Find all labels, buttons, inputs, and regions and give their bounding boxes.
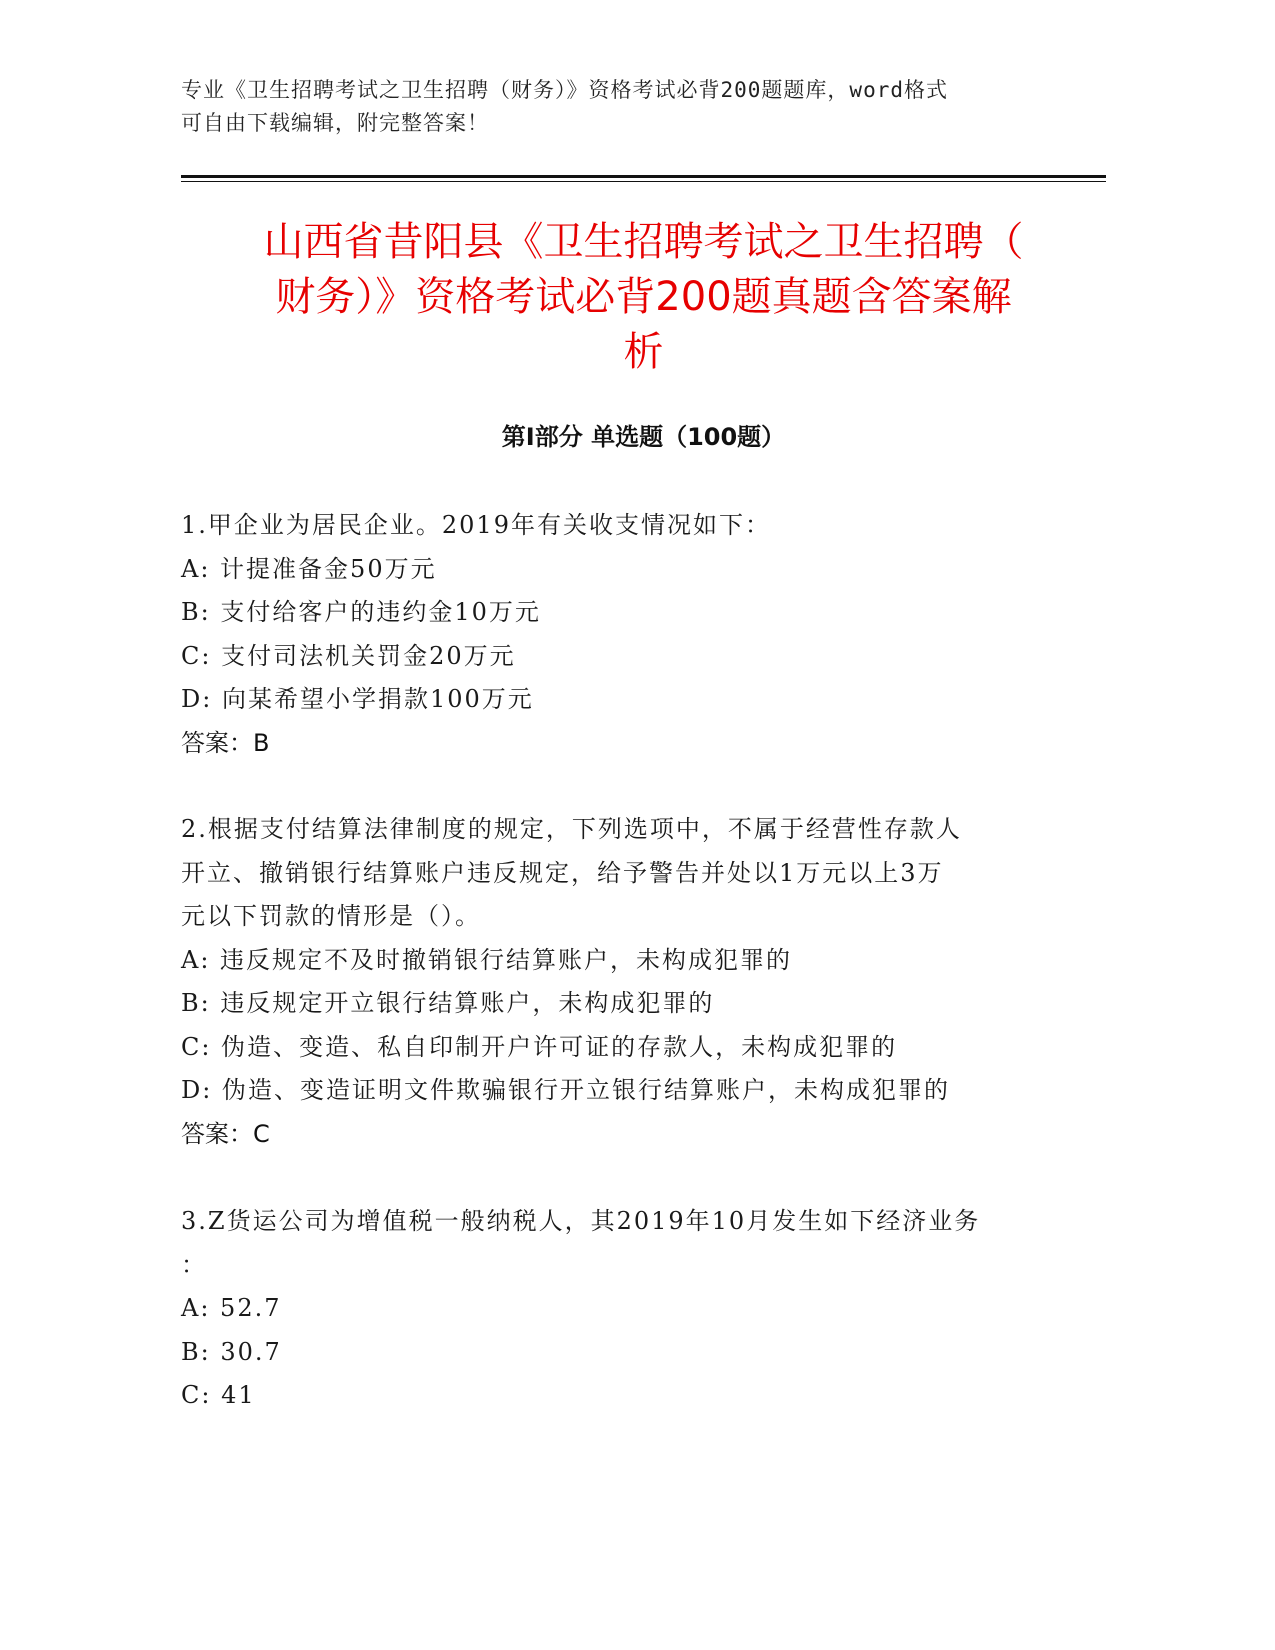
option-b: B: 30.7 [181,1337,282,1366]
header-note-line-1: 专业《卫生招聘考试之卫生招聘（财务）》资格考试必背200题题库，word格式 [181,78,948,102]
header-divider-thin [181,181,1106,182]
question-2 [181,808,1061,1156]
document-title-line-3: 析 [623,329,664,375]
question-stem: 1.甲企业为居民企业。2019年有关收支情况如下： [181,511,771,539]
question-stem-line-1: 3.Z货运公司为增值税一般纳税人，其2019年10月发生如下经济业务 [181,1207,981,1235]
question-stem-line-2: 开立、撤销银行结算账户违反规定，给予警告并处以1万元以上3万 [181,858,944,887]
option-a: A: 计提准备金50万元 [181,554,437,583]
document-title [181,215,1106,380]
question-stem-line-3: 元以下罚款的情形是（）。 [181,902,481,930]
section-heading: 第Ⅰ部分 单选题（100题） [501,423,786,451]
answer: 答案：C [181,1119,270,1148]
document-title-line-1: 山西省昔阳县《卫生招聘考试之卫生招聘（ [263,219,1024,265]
option-d: D: 向某希望小学捐款100万元 [181,685,534,713]
question-1 [181,504,1061,765]
option-b: B: 支付给客户的违约金10万元 [181,598,541,626]
document-title-line-2: 财务）》资格考试必背200题真题含答案解 [275,274,1012,320]
option-c: C: 伪造、变造、私自印制开户许可证的存款人，未构成犯罪的 [181,1032,898,1061]
option-a: A: 52.7 [181,1294,282,1322]
answer: 答案：B [181,728,270,757]
question-stem-line-1: 2.根据支付结算法律制度的规定，下列选项中，不属于经营性存款人 [181,815,962,843]
option-a: A: 违反规定不及时撤销银行结算账户，未构成犯罪的 [181,945,793,974]
question-stem-line-2: ： [181,1250,207,1279]
option-c: C: 支付司法机关罚金20万元 [181,641,516,670]
header-divider-thick [181,175,1106,178]
option-d: D: 伪造、变造证明文件欺骗银行开立银行结算账户，未构成犯罪的 [181,1076,950,1104]
header-note [181,74,1041,140]
option-b: B: 违反规定开立银行结算账户，未构成犯罪的 [181,989,715,1017]
question-3 [181,1200,1061,1418]
header-note-line-2: 可自由下载编辑，附完整答案！ [181,111,489,135]
option-c: C: 41 [181,1381,256,1409]
